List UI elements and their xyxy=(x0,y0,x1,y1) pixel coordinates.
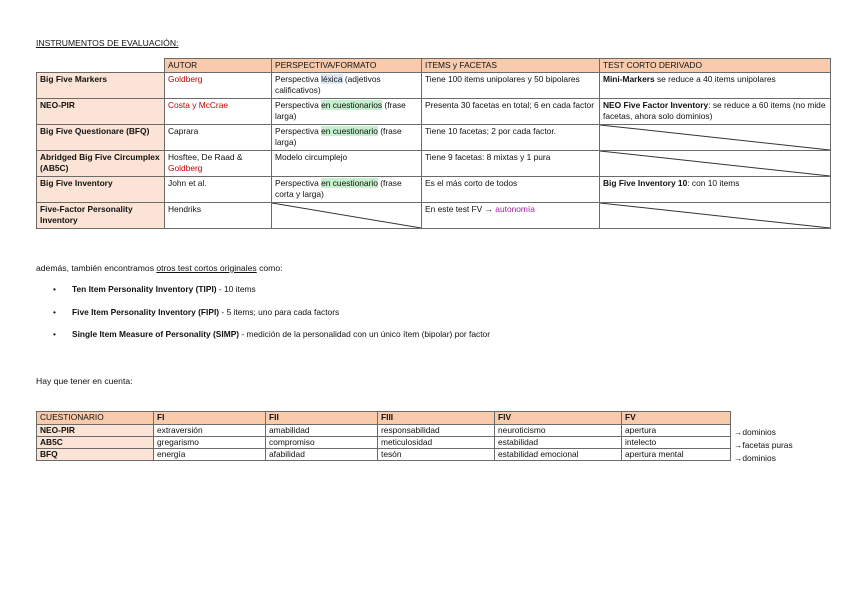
side-note: →facetas puras xyxy=(734,440,793,450)
perspective-text: (adjetivos calificativos) xyxy=(275,73,381,95)
intro-text: como: xyxy=(256,263,283,273)
instrument-items: Tiene 9 facetas: 8 mixtas y 1 pura xyxy=(422,150,600,176)
questionnaire-name: BFQ xyxy=(37,449,154,461)
instrument-perspective xyxy=(272,72,422,98)
factor-cell: apertura mental xyxy=(622,449,731,461)
factor-cell: responsabilidad xyxy=(378,425,495,437)
perspective-text: (frase larga) xyxy=(275,99,406,121)
test-desc: - 5 items; uno para cada factors xyxy=(219,306,340,317)
factor-cell: estabilidad emocional xyxy=(495,449,622,461)
empty-cell xyxy=(600,150,831,176)
header-fiv: FIV xyxy=(495,412,622,425)
instrument-author: Caprara xyxy=(165,124,272,150)
factor-cell: compromiso xyxy=(266,437,378,449)
factor-cell: meticulosidad xyxy=(378,437,495,449)
questionnaire-name: NEO-PIR xyxy=(37,425,154,437)
instrument-items: Presenta 30 facetas en total; 6 en cada factor xyxy=(422,98,600,124)
items-highlight: autonomía xyxy=(495,203,535,214)
page-title: INSTRUMENTOS DE EVALUACIÓN: xyxy=(36,38,179,48)
table-row xyxy=(37,72,831,98)
factor-cell: amabilidad xyxy=(266,425,378,437)
instrument-items: Tiene 10 facetas; 2 por cada factor. xyxy=(422,124,600,150)
perspective-text: Perspectiva xyxy=(275,99,322,110)
instrument-name: Big Five Markers xyxy=(37,72,165,98)
short-test-name: Mini-Markers xyxy=(603,73,655,84)
intro-underlined: otros test cortos originales xyxy=(156,263,257,273)
factor-cell: afabilidad xyxy=(266,449,378,461)
perspective-text: Perspectiva xyxy=(275,73,322,84)
table-row xyxy=(37,150,831,176)
header-autor: AUTOR xyxy=(165,59,272,73)
perspective-text: (frase corta y larga) xyxy=(275,177,402,199)
instrument-short-test xyxy=(600,176,831,202)
perspective-highlight: en cuestionarios xyxy=(321,99,383,110)
empty-cell xyxy=(600,202,831,228)
table-row xyxy=(37,202,831,228)
factor-cell: gregarismo xyxy=(154,437,266,449)
header-perspectiva: PERSPECTIVA/FORMATO xyxy=(272,59,422,73)
table-row xyxy=(37,124,831,150)
perspective-highlight: en cuestionario xyxy=(321,177,378,188)
factors-header-row xyxy=(37,412,731,425)
test-name: Ten Item Personality Inventory (TIPI) xyxy=(72,284,217,294)
perspective-text: Perspectiva xyxy=(275,125,322,136)
perspective-highlight: léxica xyxy=(321,73,343,84)
instrument-short-test xyxy=(600,72,831,98)
list-item xyxy=(36,283,736,306)
factor-cell: apertura xyxy=(622,425,731,437)
author-text: Hosftee, De Raad & xyxy=(168,151,243,162)
author-highlight: Goldberg xyxy=(168,163,203,173)
diagonal-line xyxy=(600,125,830,150)
header-fii: FII xyxy=(266,412,378,425)
table-header-row xyxy=(37,59,831,73)
instrument-items: Tiene 100 items unipolares y 50 bipolares xyxy=(422,72,600,98)
short-test-name: NEO Five Factor Inventory xyxy=(603,99,709,110)
factor-cell: neuroticismo xyxy=(495,425,622,437)
short-tests-list xyxy=(36,283,736,351)
instrument-author xyxy=(165,150,272,176)
factors-row xyxy=(37,437,731,449)
instrument-perspective xyxy=(272,124,422,150)
side-note: →dominios xyxy=(734,453,776,463)
test-name: Five Item Personality Inventory (FIPI) xyxy=(72,306,220,317)
instrument-perspective: Modelo circumplejo xyxy=(272,150,422,176)
header-fi: FI xyxy=(154,412,266,425)
test-desc: - 10 items xyxy=(216,284,256,294)
header-items: ITEMS y FACETAS xyxy=(422,59,600,73)
test-name: Single Item Measure of Personality (SIMP) xyxy=(72,329,240,339)
factors-row xyxy=(37,449,731,461)
instrument-name: Abridged Big Five Circumplex (AB5C) xyxy=(37,150,165,176)
factor-cell: energía xyxy=(154,449,266,461)
instrument-perspective xyxy=(272,176,422,202)
note-text: Hay que tener en cuenta: xyxy=(36,376,133,386)
bullet-icon: • xyxy=(53,284,56,294)
factors-table xyxy=(36,411,731,461)
factor-cell: intelecto xyxy=(622,437,731,449)
bullet-icon: • xyxy=(53,306,56,317)
instrument-name: Five-Factor Personality Inventory xyxy=(37,202,165,228)
short-test-name: Big Five Inventory 10 xyxy=(603,177,688,188)
empty-cell xyxy=(600,124,831,150)
factor-cell: estabilidad xyxy=(495,437,622,449)
factor-cell: tesón xyxy=(378,449,495,461)
header-fiii: FIII xyxy=(378,412,495,425)
list-item xyxy=(36,328,736,351)
empty-cell xyxy=(272,202,422,228)
header-corner xyxy=(37,59,165,73)
header-fv: FV xyxy=(622,412,731,425)
questionnaire-name: AB5C xyxy=(37,437,154,449)
intro-paragraph xyxy=(36,263,283,273)
short-test-desc: : se reduce a 60 items (no mide facetas, ahora solo dominios) xyxy=(603,99,826,121)
diagonal-line xyxy=(600,151,830,176)
instrument-author: Costa y McCrae xyxy=(165,98,272,124)
instrument-items: Es el más corto de todos xyxy=(422,176,600,202)
table-row xyxy=(37,98,831,124)
bullet-icon: • xyxy=(53,329,56,339)
items-text: En este test FV → xyxy=(425,203,496,214)
diagonal-line xyxy=(600,203,830,228)
diagonal-line xyxy=(272,203,421,228)
table-row xyxy=(37,176,831,202)
instrument-author: Goldberg xyxy=(165,72,272,98)
instrument-name: NEO-PIR xyxy=(37,98,165,124)
instrument-author: John et al. xyxy=(165,176,272,202)
list-item xyxy=(36,306,736,329)
test-desc: - medición de la personalidad con un único ítem (bipolar) por factor xyxy=(239,329,490,339)
short-test-desc: : con 10 items xyxy=(687,177,740,188)
header-cuestionario: CUESTIONARIO xyxy=(37,412,154,425)
intro-text: además, también encontramos xyxy=(36,263,157,273)
instrument-short-test xyxy=(600,98,831,124)
side-note: →dominios xyxy=(734,427,776,437)
perspective-text: Perspectiva xyxy=(275,177,322,188)
perspective-highlight: en cuestionario xyxy=(321,125,378,136)
factors-row xyxy=(37,425,731,437)
instrument-author: Hendriks xyxy=(165,202,272,228)
instrument-items xyxy=(422,202,600,228)
instrument-perspective xyxy=(272,98,422,124)
header-test-corto: TEST CORTO DERIVADO xyxy=(600,59,831,73)
factor-cell: extraversión xyxy=(154,425,266,437)
short-test-desc: se reduce a 40 items unipolares xyxy=(654,73,776,84)
perspective-text: (frase larga) xyxy=(275,125,402,147)
instrument-name: Big Five Questionare (BFQ) xyxy=(37,124,165,150)
instrument-name: Big Five Inventory xyxy=(37,176,165,202)
instruments-table xyxy=(36,58,831,229)
